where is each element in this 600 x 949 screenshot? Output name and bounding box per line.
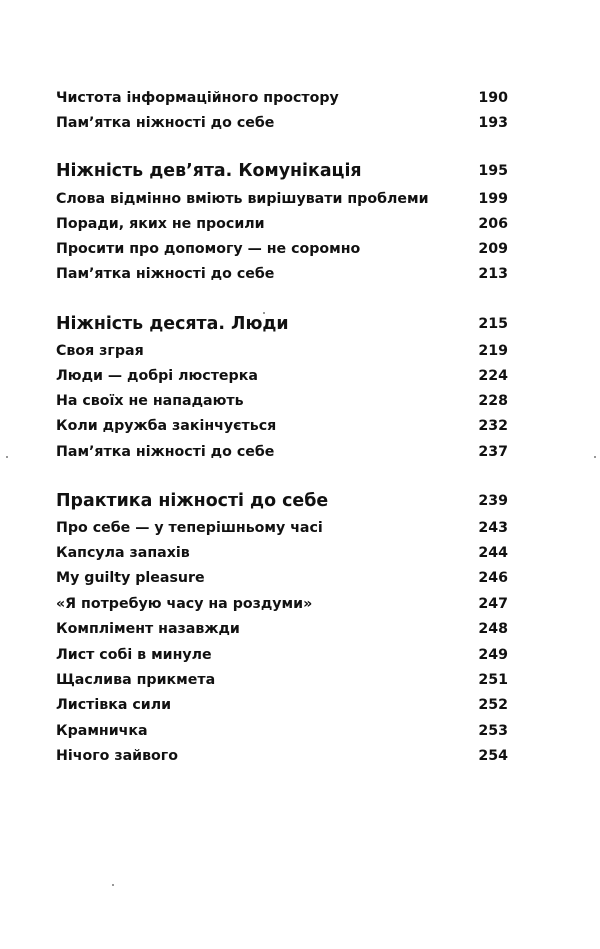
toc-entry-page: 243	[478, 520, 508, 536]
toc-section-page: 195	[478, 163, 508, 179]
toc-entry-title: Щаслива прикмета	[56, 672, 216, 688]
toc-entry	[0, 516, 600, 540]
toc-entry-title: Комплімент назавжди	[56, 621, 240, 637]
toc-entry-page: 206	[478, 216, 508, 232]
toc-entry	[0, 389, 600, 413]
toc-entry	[0, 237, 600, 261]
speck	[594, 456, 596, 458]
toc-entry	[0, 744, 600, 768]
toc-entry-page: 237	[478, 444, 508, 460]
toc-entry	[0, 566, 600, 590]
toc-entry-title: Своя зграя	[56, 343, 144, 359]
toc-entry-page: 246	[478, 570, 508, 586]
toc-entry-page: 193	[478, 115, 508, 131]
toc-entry-title: Крамничка	[56, 723, 148, 739]
toc-section-page: 239	[478, 493, 508, 509]
toc-entry-page: 199	[478, 191, 508, 207]
toc-entry-page: 247	[478, 596, 508, 612]
toc-section-heading	[0, 159, 600, 183]
speck	[112, 884, 114, 886]
toc-entry-page: 254	[478, 748, 508, 764]
toc-section-heading	[0, 489, 600, 513]
toc-entry-page: 213	[478, 266, 508, 282]
toc-entry-title: Поради, яких не просили	[56, 216, 265, 232]
toc-entry-page: 248	[478, 621, 508, 637]
toc-entry-page: 244	[478, 545, 508, 561]
toc-entry-title: Про себе — у теперішньому часі	[56, 520, 323, 536]
toc-entry-title: Люди — добрі люстерка	[56, 368, 258, 384]
toc-entry-title: Коли дружба закінчується	[56, 418, 277, 434]
toc-entry-page: 232	[478, 418, 508, 434]
toc-section-title: Ніжність десята. Люди	[56, 314, 289, 334]
toc-entry-title: Пам’ятка ніжності до себе	[56, 115, 275, 131]
toc-section-page: 215	[478, 316, 508, 332]
toc-section-title: Ніжність дев’ята. Комунікація	[56, 161, 362, 181]
toc-entry	[0, 643, 600, 667]
toc-entry	[0, 440, 600, 464]
toc-entry-page: 228	[478, 393, 508, 409]
toc-entry-title: Пам’ятка ніжності до себе	[56, 266, 275, 282]
toc-entry	[0, 86, 600, 110]
toc-entry	[0, 617, 600, 641]
toc-entry-title: Просити про допомогу — не соромно	[56, 241, 361, 257]
toc-entry-page: 224	[478, 368, 508, 384]
toc-entry	[0, 212, 600, 236]
toc-entry-title: My guilty pleasure	[56, 570, 205, 586]
toc-entry	[0, 187, 600, 211]
toc-entry-page: 251	[478, 672, 508, 688]
toc-entry	[0, 693, 600, 717]
toc-entry	[0, 364, 600, 388]
toc-entry-title: Листівка сили	[56, 697, 172, 713]
speck	[263, 312, 265, 314]
toc-entry-title: Пам’ятка ніжності до себе	[56, 444, 275, 460]
toc-entry	[0, 111, 600, 135]
toc-entry-title: Капсула запахів	[56, 545, 190, 561]
toc-entry-title: На своїх не нападають	[56, 393, 244, 409]
toc-entry	[0, 541, 600, 565]
toc-entry-page: 253	[478, 723, 508, 739]
toc-entry	[0, 339, 600, 363]
toc-entry-title: Лист собі в минуле	[56, 647, 212, 663]
toc-entry	[0, 414, 600, 438]
toc-entry	[0, 592, 600, 616]
toc-entry	[0, 262, 600, 286]
toc-entry-title: Нічого зайвого	[56, 748, 178, 764]
toc-entry-page: 219	[478, 343, 508, 359]
toc-section-heading	[0, 312, 600, 336]
toc-entry-page: 190	[478, 90, 508, 106]
toc-entry-page: 252	[478, 697, 508, 713]
toc-entry-title: Чистота інформаційного простору	[56, 90, 339, 106]
toc-entry	[0, 668, 600, 692]
toc-entry	[0, 719, 600, 743]
toc-entry-title: Слова відмінно вміють вирішувати проблеми	[56, 191, 429, 207]
speck	[6, 456, 8, 458]
toc-entry-title: «Я потребую часу на роздуми»	[56, 596, 313, 612]
toc-entry-page: 209	[478, 241, 508, 257]
toc-section-title: Практика ніжності до себе	[56, 491, 329, 511]
toc-entry-page: 249	[478, 647, 508, 663]
